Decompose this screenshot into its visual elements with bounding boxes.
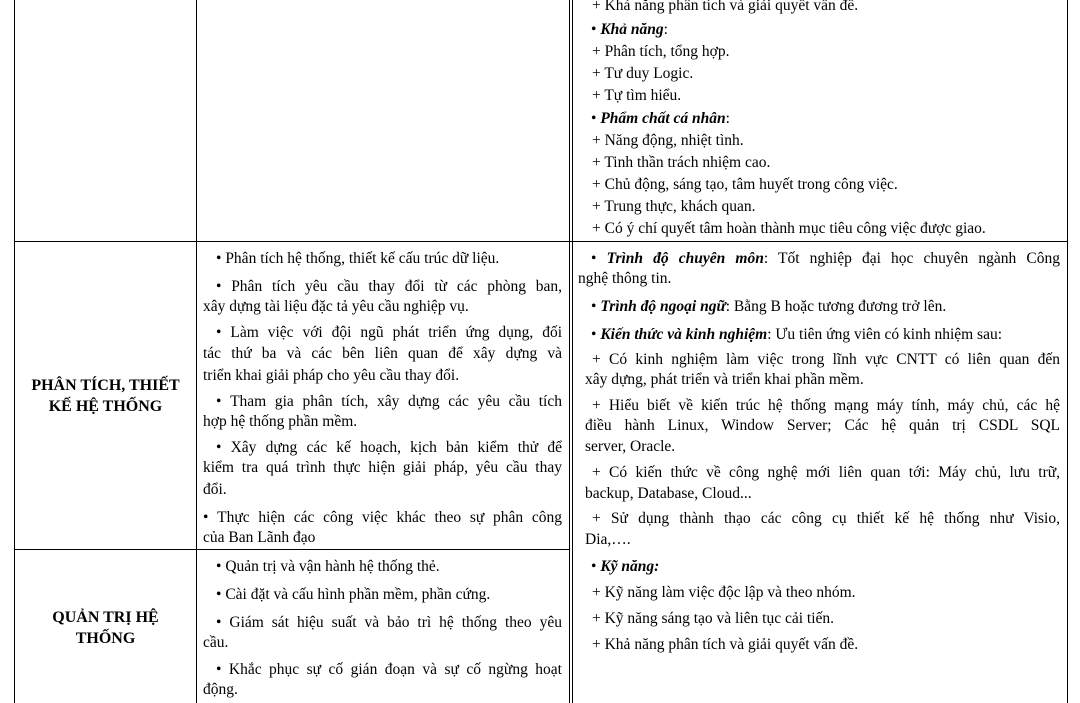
req-exp-line: backup, Database, Cloud...	[585, 485, 752, 502]
req-exp-line: server, Oracle.	[585, 438, 676, 455]
task-item-cont: động.	[203, 681, 238, 698]
table-divider-col2a	[569, 0, 570, 703]
req-exp-line: Dia,….	[585, 531, 631, 548]
task-item: • Giám sát hiệu suất và bảo trì hệ thống theo yêu	[216, 614, 563, 631]
task-item: • Phân tích yêu cầu thay đổi từ các phòng ban,	[216, 278, 562, 295]
role-title-system-analysis: PHÂN TÍCH, THIẾT KẾ HỆ THỐNG	[31, 377, 180, 415]
req-experience: • Kiến thức và kinh nghiệm: Ưu tiên ứng viên có kinh nhiệm sau:	[591, 326, 1003, 343]
task-item-cont: của Ban Lãnh đạo	[203, 529, 316, 546]
req-language: • Trình độ ngoại ngữ: Bằng B hoặc tương đương trở lên.	[591, 298, 947, 315]
task-item: • Xây dựng các kế hoạch, kịch bản kiểm thử để	[216, 439, 562, 456]
task-item-cont: triển khai giải pháp cho yêu cầu thay đổi.	[203, 367, 460, 384]
req-line: + Khả năng phân tích và giải quyết vấn đề.	[592, 0, 859, 14]
req-line: + Trung thực, khách quan.	[592, 198, 756, 215]
task-item: • Tham gia phân tích, xây dựng các yêu cầu tích	[216, 393, 562, 410]
row-divider-roles	[14, 549, 570, 550]
req-line: + Chủ động, sáng tạo, tâm huyết trong công việc.	[592, 176, 898, 193]
req-skill-line: + Kỹ năng làm việc độc lập và theo nhóm.	[592, 584, 856, 601]
table-border-right	[1067, 0, 1068, 703]
req-exp-line: xây dựng, phát triển và triển khai phần mềm.	[585, 371, 864, 388]
task-item: • Khắc phục sự cố gián đoạn và sự cố ngừng hoạt	[216, 661, 562, 678]
req-exp-line: điều hành Linux, Window Server; Các hệ quản trị CSDL SQL	[585, 417, 1060, 434]
task-item-cont: kiểm tra quá trình thực hiện giải pháp, yêu cầu thay	[203, 459, 562, 476]
task-item-cont: xây dựng tài liệu đặc tả yêu cầu nghiệp vụ.	[203, 298, 469, 315]
req-line: + Tinh thần trách nhiệm cao.	[592, 154, 771, 171]
req-exp-line: + Sử dụng thành thạo các công cụ thiết kế hệ thống như Visio,	[592, 510, 1060, 527]
row-divider-top	[14, 241, 1068, 242]
task-item-cont: cầu.	[203, 634, 229, 651]
req-heading-qualities: • Phẩm chất cá nhân:	[591, 110, 730, 127]
req-line: + Năng động, nhiệt tình.	[592, 132, 744, 149]
task-item-cont: tác thứ ba và các bên liên quan để xây dựng và	[203, 345, 562, 362]
role-title-system-admin: QUẢN TRỊ HỆ THỐNG	[52, 609, 159, 647]
req-education: • Trình độ chuyên môn: Tốt nghiệp đại học chuyên ngành Công	[591, 250, 1060, 267]
req-line: + Phân tích, tổng hợp.	[592, 43, 730, 60]
req-exp-line: + Có kinh nghiệm làm việc trong lĩnh vực CNTT có liên quan đến	[592, 351, 1060, 368]
req-line: + Có ý chí quyết tâm hoàn thành mục tiêu công việc được giao.	[592, 220, 986, 237]
task-item-cont: đổi.	[203, 481, 227, 498]
task-item: • Cài đặt và cấu hình phần mềm, phần cứng.	[216, 586, 491, 603]
table-border-left	[14, 0, 15, 703]
req-exp-line: + Có kiến thức về công nghệ mới liên quan tới: Máy chủ, lưu trữ,	[592, 464, 1060, 481]
task-item-cont: hợp hệ thống phần mềm.	[203, 413, 358, 430]
req-line: + Tư duy Logic.	[592, 65, 694, 82]
table-divider-col1	[196, 0, 197, 703]
task-item: • Làm việc với đội ngũ phát triển ứng dụng, đối	[216, 324, 562, 341]
table-divider-col2b	[572, 0, 573, 703]
req-line: + Tự tìm hiểu.	[592, 87, 682, 104]
req-skill-line: + Kỹ năng sáng tạo và liên tục cải tiến.	[592, 610, 835, 627]
task-item: • Quản trị và vận hành hệ thống thẻ.	[216, 558, 440, 575]
task-item: • Phân tích hệ thống, thiết kế cấu trúc dữ liệu.	[216, 250, 500, 267]
req-education-cont: nghệ thông tin.	[578, 270, 672, 287]
req-skills-heading: • Kỹ năng:	[591, 558, 660, 575]
task-item: • Thực hiện các công việc khác theo sự phân công	[203, 509, 563, 526]
req-skill-line: + Khả năng phân tích và giải quyết vấn đề.	[592, 636, 859, 653]
req-heading-ability: • Khả năng:	[591, 21, 668, 38]
req-exp-line: + Hiểu biết về kiến trúc hệ thống mạng máy tính, máy chủ, các hệ	[592, 397, 1060, 414]
